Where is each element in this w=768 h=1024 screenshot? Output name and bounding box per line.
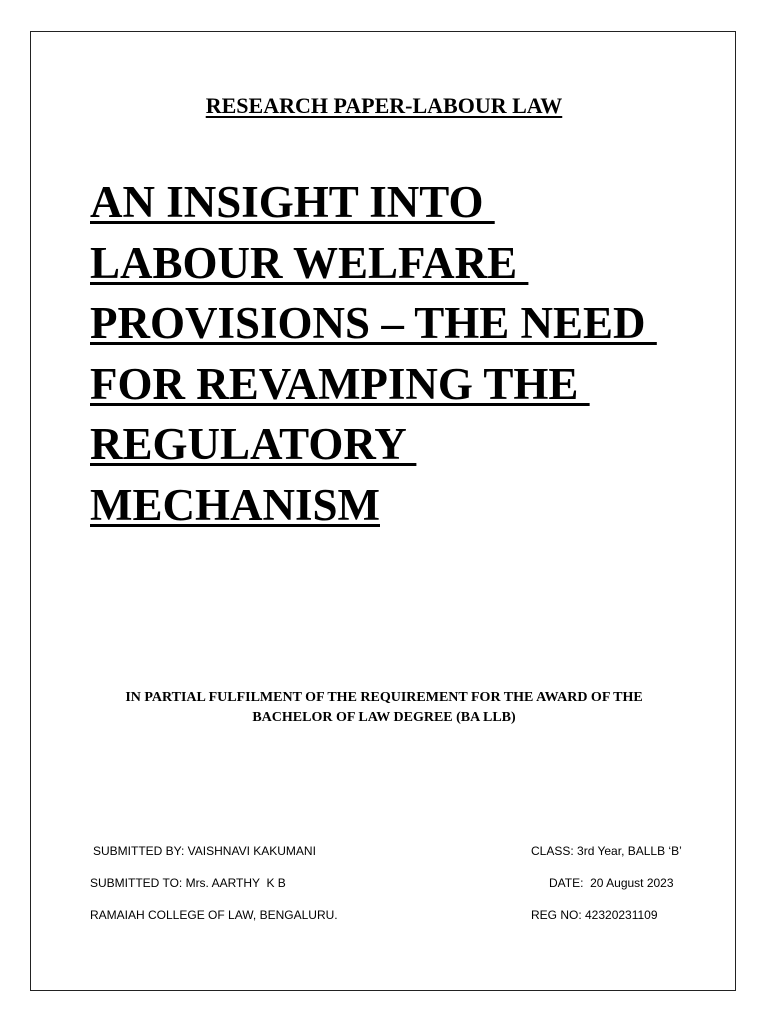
submission-date: DATE: 20 August 2023 xyxy=(549,876,674,890)
fulfilment-statement xyxy=(0,688,768,728)
submitted-to: SUBMITTED TO: Mrs. AARTHY K B xyxy=(90,876,286,890)
title-line: FOR REVAMPING THE xyxy=(90,358,590,409)
title-line: MECHANISM xyxy=(90,479,380,530)
fulfilment-line: BACHELOR OF LAW DEGREE (BA LLB) xyxy=(252,710,516,725)
title-line: REGULATORY xyxy=(90,419,417,469)
class-info: CLASS: 3rd Year, BALLB ‘B’ xyxy=(531,844,682,858)
college-name: RAMAIAH COLLEGE OF LAW, BENGALURU. xyxy=(90,908,338,922)
submitted-by: SUBMITTED BY: VAISHNAVI KAKUMANI xyxy=(93,844,316,858)
title-line: PROVISIONS – THE NEED xyxy=(90,298,657,348)
title-line: LABOUR WELFARE xyxy=(90,237,529,288)
document-heading: RESEARCH PAPER-LABOUR LAW xyxy=(205,93,563,118)
registration-number: REG NO: 42320231109 xyxy=(531,908,658,922)
document-title xyxy=(90,172,730,535)
title-line: AN INSIGHT INTO xyxy=(90,177,495,227)
fulfilment-line: IN PARTIAL FULFILMENT OF THE REQUIREMENT FOR THE AWARD OF THE xyxy=(125,690,643,705)
